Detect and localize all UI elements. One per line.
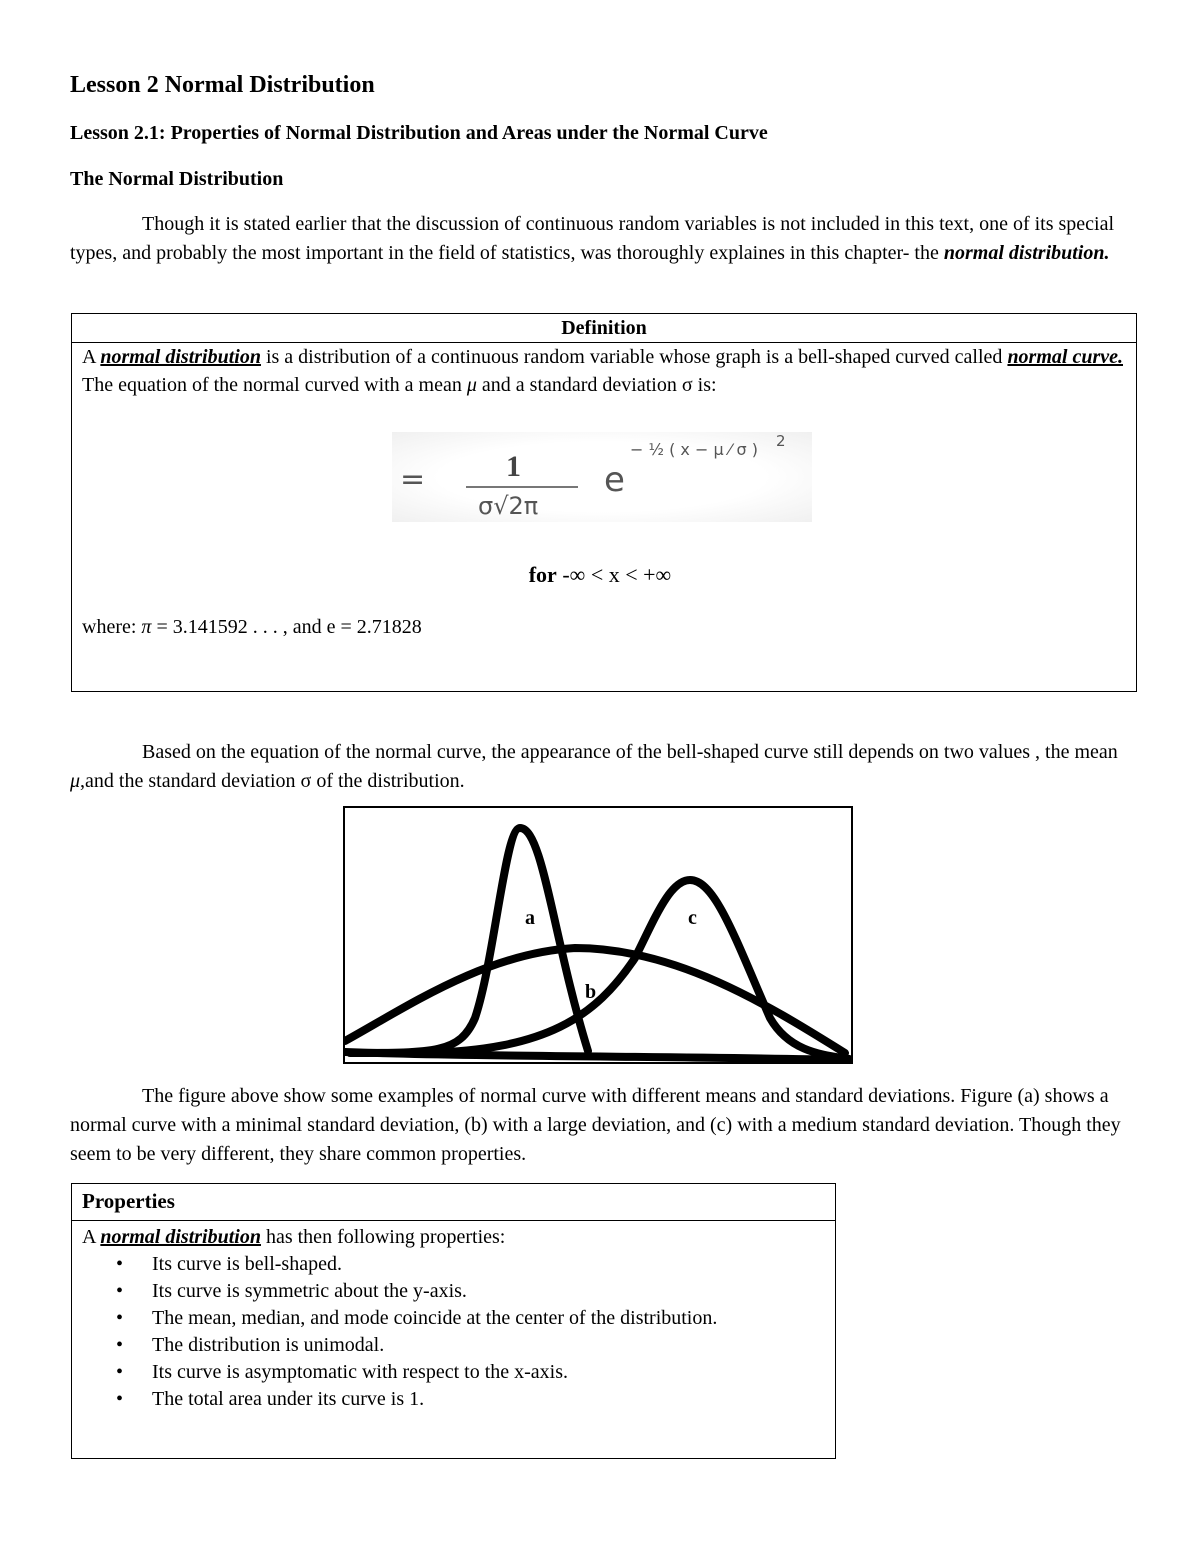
list-item: • Its curve is bell-shaped. bbox=[72, 1251, 835, 1278]
list-item: • The distribution is unimodal. bbox=[72, 1332, 835, 1359]
def-text-4: and a standard deviation σ is: bbox=[476, 374, 717, 396]
normal-curves-figure bbox=[343, 806, 853, 1064]
lesson-subtitle: Lesson 2.1: Properties of Normal Distribution and Areas under the Normal Curve bbox=[70, 122, 768, 144]
def-term-normal-curve: normal curve. bbox=[1007, 346, 1123, 368]
where-values: = 3.141592 . . . , and e = 2.71828 bbox=[151, 616, 422, 638]
curve-text-2: ,and the standard deviation σ of the distribution. bbox=[80, 770, 465, 792]
prop-term: normal distribution bbox=[100, 1226, 261, 1248]
properties-title: Properties bbox=[72, 1184, 835, 1221]
bullet-icon: • bbox=[116, 1253, 124, 1275]
formula-equals: = bbox=[400, 462, 426, 497]
intro-emphasis: normal distribution. bbox=[943, 242, 1110, 264]
mu-symbol: μ bbox=[466, 374, 477, 396]
list-item: • The total area under its curve is 1. bbox=[72, 1386, 835, 1413]
figure-explanation bbox=[70, 1082, 1130, 1169]
list-item: • The mean, median, and mode coincide at the center of the distribution. bbox=[72, 1305, 835, 1332]
formula-base: e bbox=[604, 460, 625, 500]
formula-exponent: − ½ ( x − μ ⁄ σ ) bbox=[630, 440, 758, 459]
definition-text bbox=[72, 343, 1136, 399]
label-c: c bbox=[688, 907, 697, 929]
properties-list bbox=[72, 1251, 835, 1413]
bullet-icon: • bbox=[116, 1361, 124, 1383]
where-label: where: bbox=[82, 616, 142, 638]
baseline bbox=[345, 1052, 851, 1060]
prop-intro-b: has then following properties: bbox=[260, 1226, 506, 1248]
normal-curves-svg bbox=[345, 808, 851, 1062]
intro-text: Though it is stated earlier that the discussion of continuous random variables is not included in this text, one of its special types, and probably the most important in the field of statistics, was thoroughly explaines in this chapter- the bbox=[70, 213, 1115, 264]
label-b: b bbox=[585, 981, 597, 1003]
formula-numerator: 1 bbox=[506, 450, 521, 483]
domain-range: -∞ < x < +∞ bbox=[562, 562, 672, 587]
def-text-1: A bbox=[82, 346, 101, 368]
lesson-title: Lesson 2 Normal Distribution bbox=[70, 72, 375, 98]
curve-text-1: Based on the equation of the normal curve, the appearance of the bell-shaped curve still depends on two values , the mean bbox=[142, 741, 1118, 763]
bullet-icon: • bbox=[116, 1280, 124, 1302]
def-term-normal-distribution: normal distribution bbox=[100, 346, 261, 368]
bullet-icon: • bbox=[116, 1307, 124, 1329]
section-title: The Normal Distribution bbox=[70, 168, 284, 190]
label-a: a bbox=[525, 907, 535, 929]
list-item: • Its curve is symmetric about the y-axis. bbox=[72, 1278, 835, 1305]
definition-title: Definition bbox=[72, 314, 1136, 343]
formula-power: 2 bbox=[776, 432, 786, 450]
normal-formula-image bbox=[392, 432, 812, 522]
properties-intro bbox=[72, 1223, 835, 1251]
intro-paragraph bbox=[70, 210, 1130, 268]
bullet-icon: • bbox=[116, 1334, 124, 1356]
pi-symbol: π bbox=[141, 616, 152, 638]
def-text-2: is a distribution of a continuous random variable whose graph is a bell-shaped curved called bbox=[260, 346, 1008, 368]
mu-symbol-2: μ bbox=[70, 770, 81, 792]
properties-box bbox=[71, 1183, 836, 1459]
curve-paragraph bbox=[70, 738, 1130, 796]
prop-intro-a: A bbox=[82, 1226, 101, 1248]
figure-explanation-text: The figure above show some examples of normal curve with different means and standard deviations. Figure (a) shows a normal curve with a minimal standard deviation, (b) with a large deviation, and (c) with a medium standard deviation. Though they seem to be very different, they share common properties. bbox=[70, 1085, 1121, 1165]
formula-denominator: σ√2π bbox=[478, 492, 539, 520]
def-text-3: The equation of the normal curved with a mean bbox=[82, 374, 467, 396]
formula-fraction-bar bbox=[466, 486, 578, 488]
bullet-icon: • bbox=[116, 1388, 124, 1410]
domain-label: for bbox=[528, 562, 557, 587]
where-line bbox=[82, 616, 422, 639]
domain-line bbox=[0, 562, 1200, 588]
list-item: • Its curve is asymptomatic with respect to the x-axis. bbox=[72, 1359, 835, 1386]
